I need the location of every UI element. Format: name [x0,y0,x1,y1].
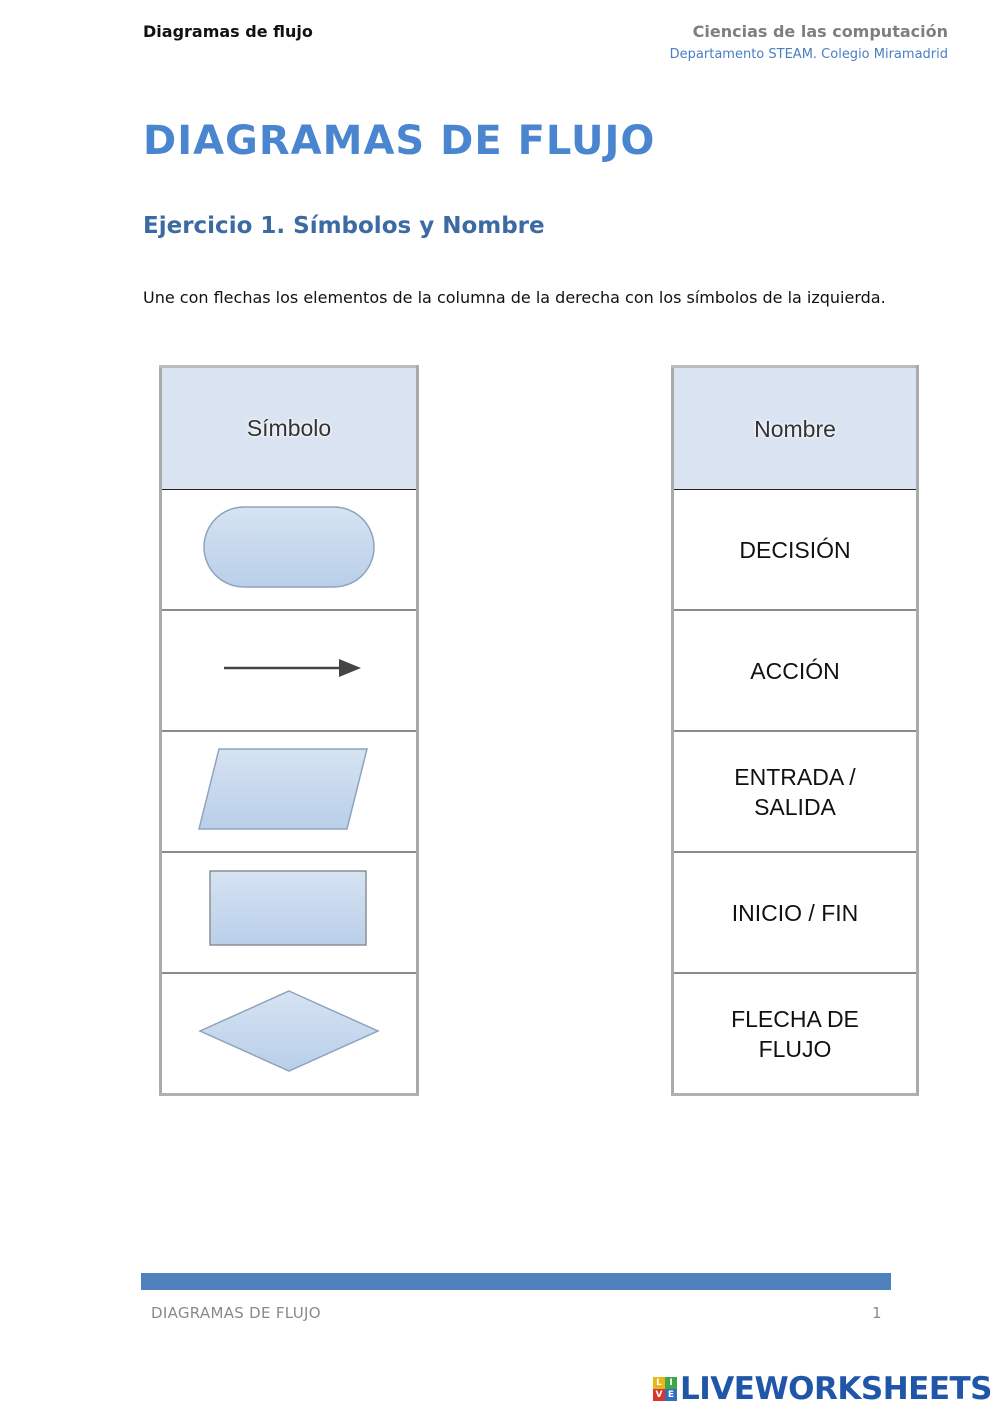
name-label: INICIO / FIN [731,899,859,926]
header-department: Departamento STEAM. Colegio Miramadrid [669,47,948,62]
exercise-instructions: Une con flechas los elementos de la columna de la derecha con los símbolos de la izquierda. [143,288,886,307]
header-course: Ciencias de las computación [692,22,948,41]
symbol-cell[interactable] [161,852,418,973]
name-cell[interactable] [673,490,918,611]
liveworksheets-brand[interactable] [653,1371,992,1407]
rounded-rectangle-symbol [199,502,379,592]
name-cell[interactable] [673,731,918,852]
name-label: DECISIÓN [739,536,851,563]
header-right [670,22,948,62]
footer-label: DIAGRAMAS DE FLUJO [151,1304,321,1322]
names-table-header: Nombre [673,367,918,490]
names-table [671,365,919,1096]
liveworksheets-logo-icon: L I V E [653,1377,677,1401]
liveworksheets-name: LIVEWORKSHEETS [680,1371,992,1407]
diamond-symbol [194,986,384,1076]
exercise-title: Ejercicio 1. Símbolos y Nombre [143,213,545,239]
footer-bar [141,1273,891,1290]
symbol-cell[interactable] [161,490,418,611]
symbol-cell[interactable] [161,610,418,731]
page-title: DIAGRAMAS DE FLUJO [143,118,656,164]
rectangle-symbol [204,865,374,955]
name-cell[interactable] [673,973,918,1095]
symbol-cell[interactable] [161,731,418,852]
page-number: 1 [872,1304,882,1322]
name-label: ENTRADA / SALIDA [734,763,856,820]
name-cell[interactable] [673,610,918,731]
header-doc-title: Diagramas de flujo [143,22,313,41]
symbols-table-header: Símbolo [161,367,418,490]
name-cell[interactable] [673,852,918,973]
symbol-cell[interactable] [161,973,418,1095]
name-label: ACCIÓN [750,657,840,684]
name-label: FLECHA DE FLUJO [731,1005,859,1062]
arrow-symbol [199,648,379,688]
parallelogram-symbol [189,744,389,834]
symbols-table [159,365,419,1096]
